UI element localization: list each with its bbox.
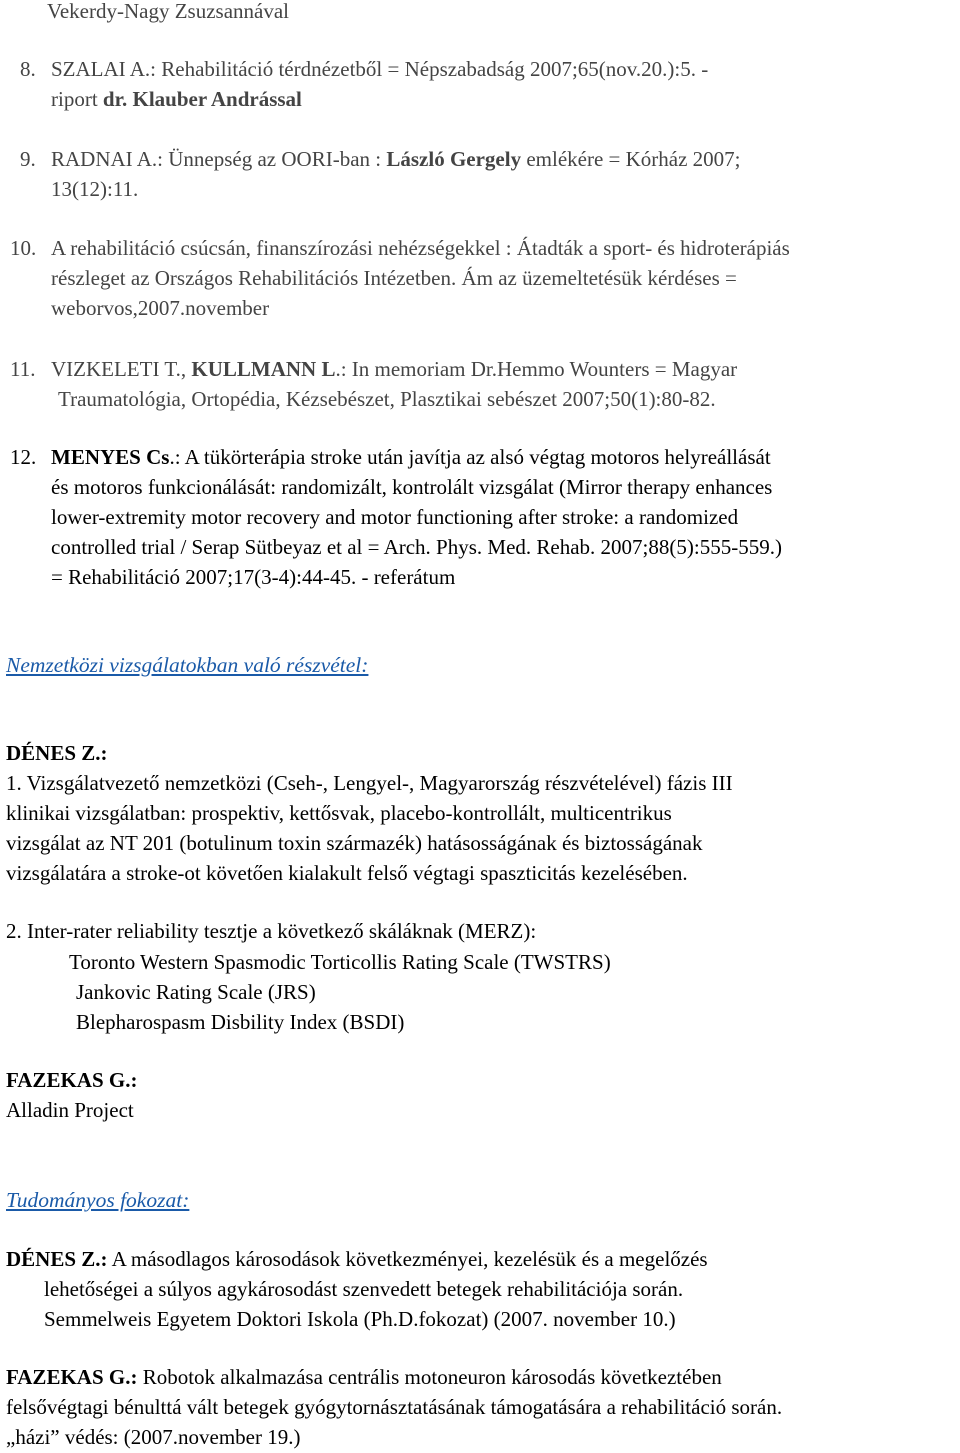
- defense-entry-line-3: „házi” védés: (2007.november 19.): [6, 1425, 301, 1449]
- paragraph-line: vizsgálatára a stroke-ot követően kialakult felső végtagi spaszticitás kezelésében.: [6, 861, 688, 885]
- scale-item: Jankovic Rating Scale (JRS): [76, 980, 316, 1004]
- reference-12-line-3: lower-extremity motor recovery and motor functioning after stroke: a randomized: [51, 505, 739, 529]
- paragraph-line: 2. Inter-rater reliability tesztje a következő skáláknak (MERZ):: [6, 919, 537, 943]
- reference-12-line-2: és motoros funkcionálását: randomizált, kontrolált vizsgálat (Mirror therapy enhances: [51, 475, 773, 499]
- reference-10-line-3: weborvos,2007.november: [51, 296, 270, 320]
- section-heading-international-studies: Nemzetközi vizsgálatokban való részvétel:: [6, 653, 369, 677]
- scale-item: Toronto Western Spasmodic Torticollis Rating Scale (TWSTRS): [69, 950, 611, 974]
- reference-number: 11.: [10, 357, 36, 381]
- paragraph-line: vizsgálat az NT 201 (botulinum toxin származék) hatásosságának és biztosságának: [6, 831, 703, 855]
- reference-12-line-1: MENYES Cs.: A tükörterápia stroke után javítja az alsó végtag motoros helyreállását: [51, 445, 771, 469]
- defense-entry-line-2: felsővégtagi bénulttá vált betegek gyógytornásztatásának támogatására a rehabilitáció során.: [6, 1395, 783, 1419]
- reference-11-line-1: VIZKELETI T., KULLMANN L.: In memoriam Dr.Hemmo Wounters = Magyar: [51, 357, 738, 381]
- defense-entry-line-1: FAZEKAS G.: Robotok alkalmazása centrális motoneuron károsodás következtében: [6, 1365, 722, 1389]
- reference-8-line-1: SZALAI A.: Rehabilitáció térdnézetből = Népszabadság 2007;65(nov.20.):5. -: [51, 57, 709, 81]
- degree-entry-line-3: Semmelweis Egyetem Doktori Iskola (Ph.D.fokozat) (2007. november 10.): [44, 1307, 676, 1331]
- paragraph-line: 1. Vizsgálatvezető nemzetközi (Cseh-, Lengyel-, Magyarország részvételével) fázis III: [6, 771, 733, 795]
- reference-11-line-2: Traumatológia, Ortopédia, Kézsebészet, Plasztikai sebészet 2007;50(1):80-82.: [58, 387, 716, 411]
- reference-8-line-2: riport dr. Klauber Andrással: [51, 87, 302, 111]
- reference-12-line-4: controlled trial / Serap Sütbeyaz et al = Arch. Phys. Med. Rehab. 2007;88(5):555-559.): [51, 535, 782, 559]
- reference-number: 9.: [20, 147, 36, 171]
- author-name: FAZEKAS G.:: [6, 1068, 138, 1092]
- reference-9-line-2: 13(12):11.: [51, 177, 139, 201]
- reference-12-line-5: = Rehabilitáció 2007;17(3-4):44-45. - referátum: [51, 565, 456, 589]
- project-name: Alladin Project: [6, 1098, 134, 1122]
- reference-9-line-1: RADNAI A.: Ünnepség az OORI-ban : László Gergely emlékére = Kórház 2007;: [51, 147, 741, 171]
- author-name: DÉNES Z.:: [6, 741, 108, 765]
- reference-number: 12.: [10, 445, 37, 469]
- degree-entry-line-1: DÉNES Z.: A másodlagos károsodások következményei, kezelésük és a megelőzés: [6, 1247, 708, 1271]
- reference-number: 8.: [20, 57, 36, 81]
- reference-10-line-2: részleget az Országos Rehabilitációs Intézetben. Ám az üzemeltetésük kérdéses =: [51, 266, 737, 290]
- paragraph-line: klinikai vizsgálatban: prospektiv, kettősvak, placebo-kontrollált, multicentrikus: [6, 801, 672, 825]
- degree-entry-line-2: lehetőségei a súlyos agykárosodást szenvedett betegek rehabilitációja során.: [44, 1277, 684, 1301]
- reference-continuation: Vekerdy-Nagy Zsuzsannával: [47, 0, 289, 23]
- reference-10-line-1: A rehabilitáció csúcsán, finanszírozási nehézségekkel : Átadták a sport- és hidroterápiás: [51, 236, 790, 260]
- reference-number: 10.: [10, 236, 37, 260]
- section-heading-scientific-degree: Tudományos fokozat:: [6, 1188, 190, 1212]
- scale-item: Blepharospasm Disbility Index (BSDI): [76, 1010, 405, 1034]
